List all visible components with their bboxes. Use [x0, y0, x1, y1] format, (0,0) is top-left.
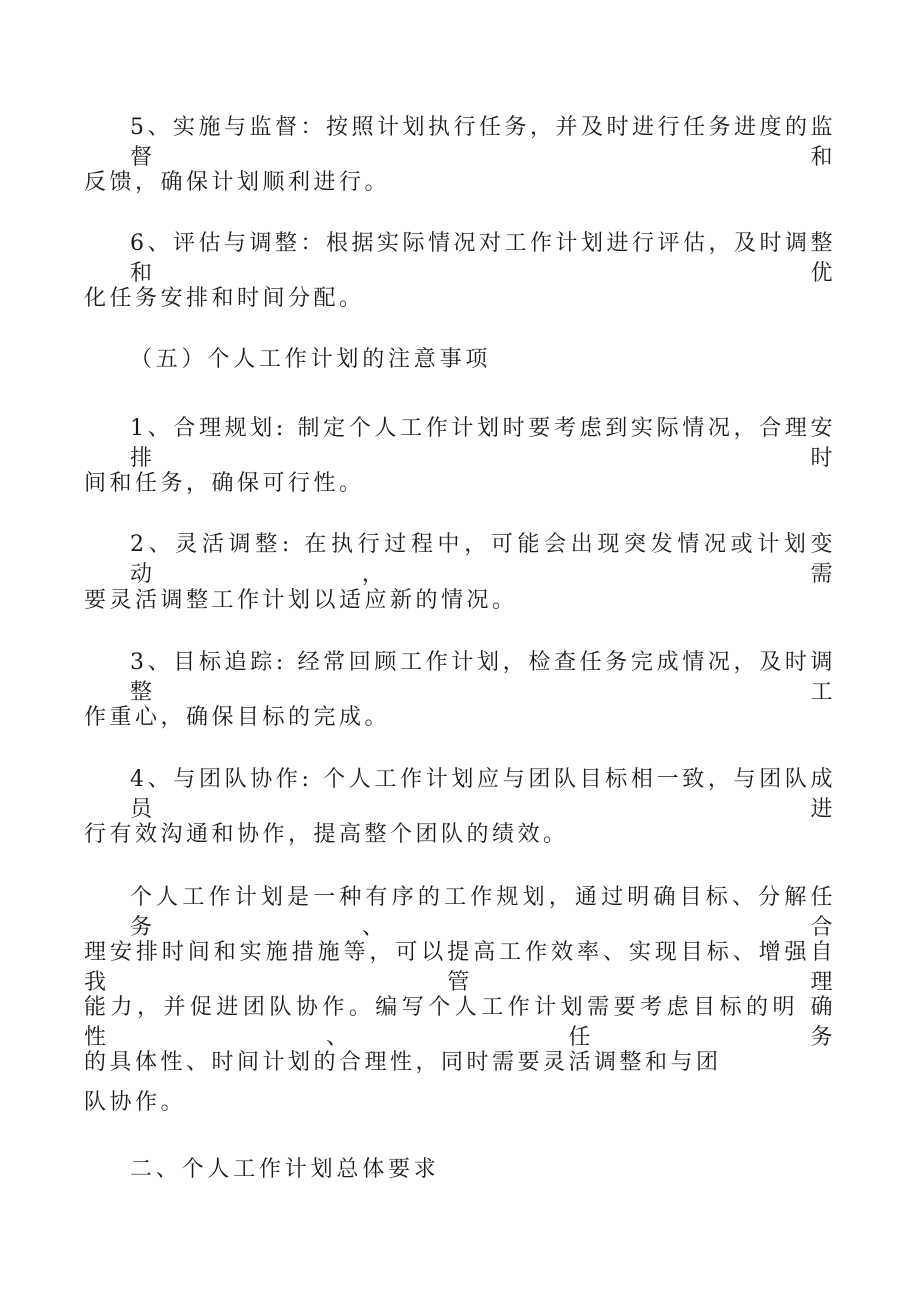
note-4-line-2: 行有效沟通和协作，提高整个团队的绩效。: [84, 822, 569, 847]
note-4-line-1: 4、与团队协作: 个人工作计划应与团队目标相一致，与团队成员 进: [130, 767, 836, 822]
note-1-line-2: 间和任务，确保可行性。: [84, 471, 365, 496]
note-2-line-2: 要灵活调整工作计划以适应新的情况。: [84, 588, 518, 613]
note-2-line-1: 2、灵活调整: 在执行过程中，可能会出现突发情况或计划变动， 需: [130, 532, 836, 587]
paragraph-6-line-2: 化任务安排和时间分配。: [84, 286, 365, 311]
section-heading-two: 二、个人工作计划总体要求: [130, 1157, 440, 1182]
note-3-line-2: 作重心，确保目标的完成。: [84, 705, 391, 730]
summary-line-4: 的具体性、时间计划的合理性，同时需要灵活调整和与团: [84, 1050, 722, 1075]
note-1-line-1: 1、合理规划: 制定个人工作计划时要考虑到实际情况，合理安排 时: [130, 416, 836, 471]
note-3-line-1: 3、目标追踪: 经常回顾工作计划，检查任务完成情况，及时调整 工: [130, 650, 836, 705]
paragraph-5-line-1: 5、实施与监督：按照计划执行任务，并及时进行任务进度的监督 和: [130, 115, 836, 170]
summary-line-1: 个人工作计划是一种有序的工作规划，通过明确目标、分解任务、 合: [130, 885, 836, 940]
paragraph-6-line-1: 6、评估与调整：根据实际情况对工作计划进行评估，及时调整和 优: [130, 231, 836, 286]
summary-line-2: 理安排时间和实施措施等，可以提高工作效率、实现目标、增强自 我管理: [84, 940, 836, 995]
summary-line-3: 能力，并促进团队协作。编写个人工作计划需要考虑目标的明 确性、任务: [84, 995, 836, 1050]
paragraph-5-line-2: 反馈，确保计划顺利进行。: [84, 170, 391, 195]
section-heading-five: （五）个人工作计划的注意事项: [130, 347, 492, 372]
summary-line-5: 队协作。: [84, 1090, 187, 1115]
